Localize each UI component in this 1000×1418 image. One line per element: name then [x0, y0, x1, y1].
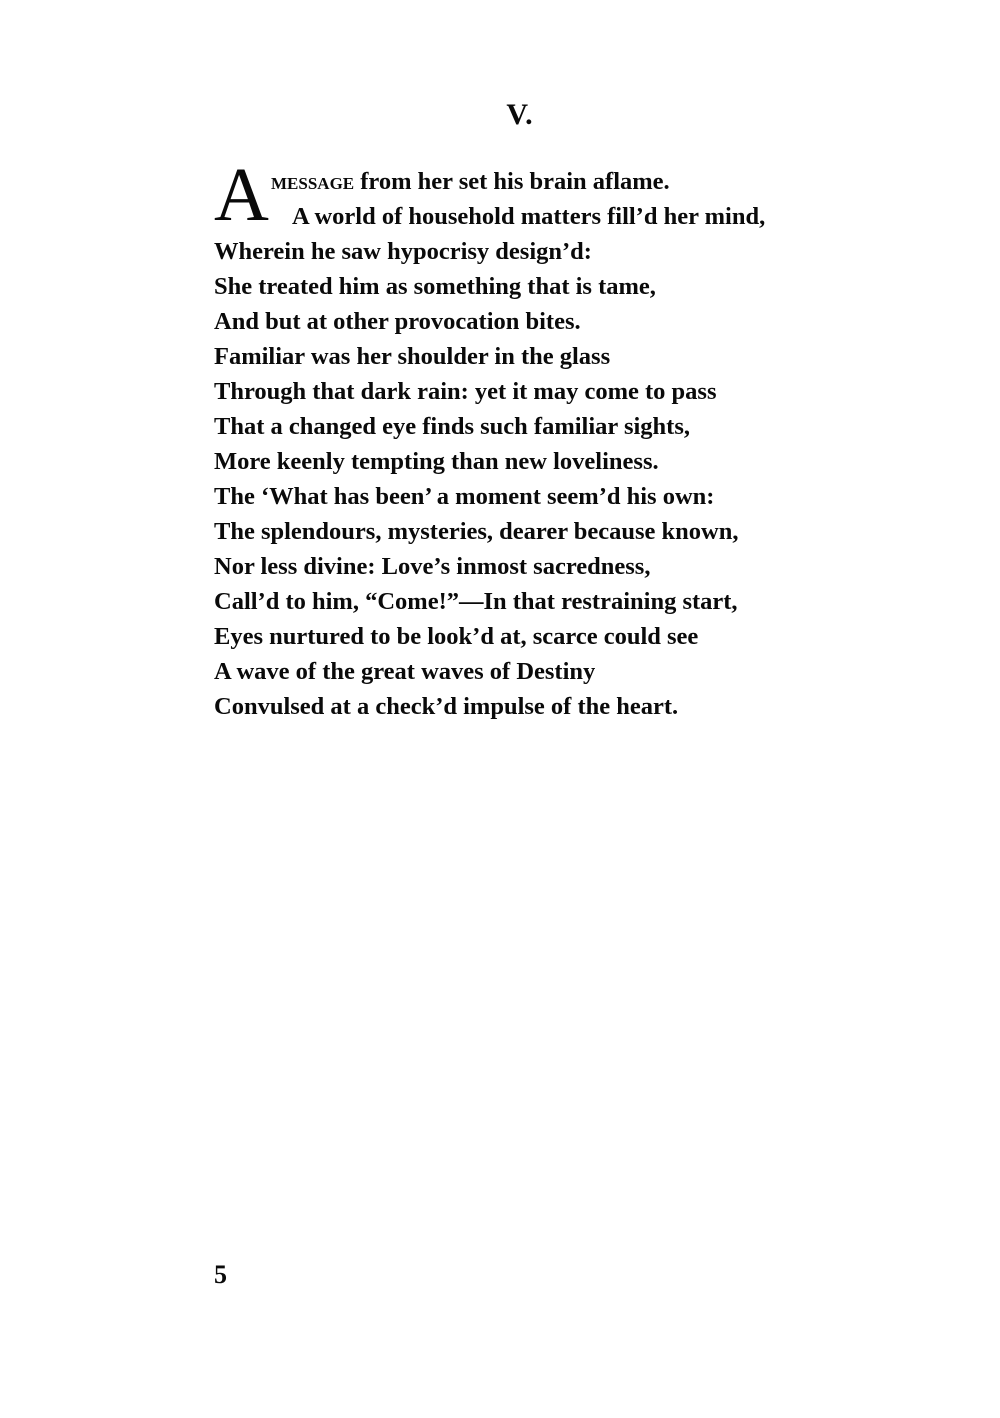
poem-line: A world of household matters fill’d her mind, — [292, 203, 766, 230]
poem-line: Nor less divine: Love’s inmost sacredness, — [214, 553, 651, 580]
drop-cap: A — [214, 153, 269, 237]
poem-line: Through that dark rain: yet it may come to pass — [214, 378, 717, 405]
poem-line: The ‘What has been’ a moment seem’d his own: — [214, 483, 715, 510]
poem-line: Eyes nurtured to be look’d at, scarce could see — [214, 623, 699, 650]
poem — [214, 153, 934, 724]
page-number: 5 — [214, 1260, 227, 1289]
first-line-smallcaps: message — [271, 168, 355, 195]
poem-line: Familiar was her shoulder in the glass — [214, 343, 611, 370]
poem-line: Wherein he saw hypocrisy design’d: — [214, 238, 592, 265]
poem-line: She treated him as something that is tame, — [214, 273, 656, 300]
section-heading: V. — [506, 98, 534, 131]
poem-line: Convulsed at a check’d impulse of the heart. — [214, 693, 679, 720]
poem-line: That a changed eye finds such familiar sights, — [214, 413, 690, 440]
first-line-rest: from her set his brain aflame. — [354, 168, 670, 195]
poem-line: And but at other provocation bites. — [214, 308, 581, 335]
poem-line: The splendours, mysteries, dearer because known, — [214, 518, 739, 545]
poem-line: Call’d to him, “Come!”—In that restraining start, — [214, 588, 738, 615]
poem-line: A wave of the great waves of Destiny — [214, 658, 596, 685]
poem-line: More keenly tempting than new loveliness. — [214, 448, 659, 475]
first-line-text — [271, 164, 670, 199]
